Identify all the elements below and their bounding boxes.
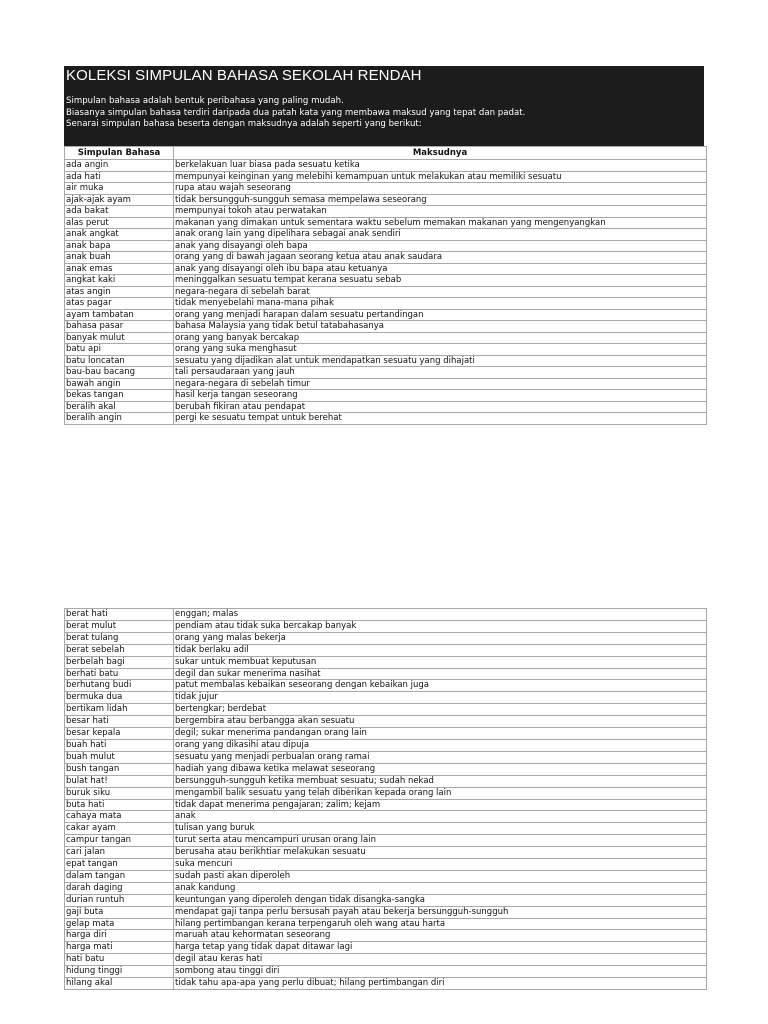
meaning-cell: patut membalas kebaikan seseorang dengan kebaikan juga	[174, 680, 707, 692]
table-row	[65, 739, 707, 751]
table-row	[65, 309, 707, 321]
table-row	[65, 954, 707, 966]
idiom-cell: bulat hat!	[65, 775, 174, 787]
intro-line: Senarai simpulan bahasa beserta dengan maksudnya adalah seperti yang berikut:	[66, 119, 422, 129]
idiom-cell: harga diri	[65, 930, 174, 942]
meaning-cell: tidak dapat menerima pengajaran; zalim; kejam	[174, 799, 707, 811]
meaning-cell: sesuatu yang dijadikan alat untuk mendapatkan sesuatu yang dihajati	[174, 355, 707, 367]
idiom-cell: ajak-ajak ayam	[65, 194, 174, 206]
meaning-cell: anak yang disayangi oleh ibu bapa atau ketuanya	[174, 263, 707, 275]
table-row	[65, 632, 707, 644]
idiom-cell: ada bakat	[65, 206, 174, 218]
table-row	[65, 835, 707, 847]
meaning-cell: orang yang malas bekerja	[174, 632, 707, 644]
table-row	[65, 609, 707, 621]
meaning-cell: mempunyai tokoh atau perwatakan	[174, 206, 707, 218]
meaning-cell: enggan; malas	[174, 609, 707, 621]
meaning-cell: makanan yang dimakan untuk sementara waktu sebelum memakan makanan yang mengenyangkan	[174, 217, 707, 229]
table-row	[65, 160, 707, 172]
idiom-cell: atas pagar	[65, 298, 174, 310]
meaning-cell: tidak bersungguh-sungguh semasa mempelawa seseorang	[174, 194, 707, 206]
idiom-cell: berhutang budi	[65, 680, 174, 692]
table-row	[65, 390, 707, 402]
table-row	[65, 656, 707, 668]
intro-line: Biasanya simpulan bahasa terdiri daripada dua patah kata yang membawa maksud yang tepat dan padat.	[66, 107, 526, 118]
meaning-cell: tali persaudaraan yang jauh	[174, 367, 707, 379]
meaning-cell: turut serta atau mencampuri urusan orang lain	[174, 835, 707, 847]
meaning-cell: degil atau keras hati	[174, 954, 707, 966]
idiom-cell: bahasa pasar	[65, 321, 174, 333]
table-row	[65, 355, 707, 367]
table-row	[65, 332, 707, 344]
table-row	[65, 918, 707, 930]
idiom-cell: cahaya mata	[65, 811, 174, 823]
idiom-cell: gaji buta	[65, 906, 174, 918]
idiom-cell: cakar ayam	[65, 823, 174, 835]
idiom-cell: ayam tambatan	[65, 309, 174, 321]
table-row	[65, 229, 707, 241]
table-row	[65, 966, 707, 978]
meaning-cell: negara-negara di sebelah timur	[174, 378, 707, 390]
table-row	[65, 183, 707, 195]
table-row	[65, 751, 707, 763]
table-row	[65, 367, 707, 379]
idiom-cell: beralih angin	[65, 413, 174, 425]
table-row	[65, 692, 707, 704]
meaning-cell: hilang pertimbangan kerana terpengaruh oleh wang atau harta	[174, 918, 707, 930]
idiom-cell: berbelah bagi	[65, 656, 174, 668]
table-row	[65, 378, 707, 390]
meaning-cell: harga tetap yang tidak dapat ditawar lagi	[174, 942, 707, 954]
meaning-cell: sombong atau tinggi diri	[174, 966, 707, 978]
table-row	[65, 298, 707, 310]
table-row	[65, 728, 707, 740]
meaning-cell: bersungguh-sungguh ketika membuat sesuatu; sudah nekad	[174, 775, 707, 787]
meaning-cell: mendapat gaji tanpa perlu bersusah payah atau bekerja bersungguh-sungguh	[174, 906, 707, 918]
idiom-cell: anak buah	[65, 252, 174, 264]
table-row	[65, 823, 707, 835]
idiom-cell: buta hati	[65, 799, 174, 811]
table-row	[65, 763, 707, 775]
meaning-cell: sukar untuk membuat keputusan	[174, 656, 707, 668]
idiom-cell: air muka	[65, 183, 174, 195]
idiom-cell: beralih akal	[65, 401, 174, 413]
idiom-cell: bertikam lidah	[65, 704, 174, 716]
table-row	[65, 644, 707, 656]
idiom-cell: angkat kaki	[65, 275, 174, 287]
idiom-cell: bekas tangan	[65, 390, 174, 402]
column-header-idiom: Simpulan Bahasa	[65, 147, 174, 160]
meaning-cell: berkelakuan luar biasa pada sesuatu ketika	[174, 160, 707, 172]
table-row	[65, 344, 707, 356]
intro-line: Simpulan bahasa adalah bentuk peribahasa yang paling mudah.	[66, 96, 344, 106]
table-row	[65, 321, 707, 333]
idiom-cell: berhati batu	[65, 668, 174, 680]
table-row	[65, 620, 707, 632]
meaning-cell: anak yang disayangi oleh bapa	[174, 240, 707, 252]
idiom-cell: banyak mulut	[65, 332, 174, 344]
meaning-cell: orang yang menjadi harapan dalam sesuatu pertandingan	[174, 309, 707, 321]
idiom-cell: hati batu	[65, 954, 174, 966]
meaning-cell: rupa atau wajah seseorang	[174, 183, 707, 195]
idiom-cell: anak bapa	[65, 240, 174, 252]
idiom-cell: bermuka dua	[65, 692, 174, 704]
meaning-cell: hasil kerja tangan seseorang	[174, 390, 707, 402]
meaning-cell: anak	[174, 811, 707, 823]
idiom-cell: campur tangan	[65, 835, 174, 847]
idiom-table-part-1	[64, 146, 707, 425]
table-row	[65, 799, 707, 811]
meaning-cell: hadiah yang dibawa ketika melawat seseorang	[174, 763, 707, 775]
idiom-cell: bawah angin	[65, 378, 174, 390]
meaning-cell: suka mencuri	[174, 859, 707, 871]
table-row	[65, 870, 707, 882]
idiom-cell: bush tangan	[65, 763, 174, 775]
idiom-cell: besar kepala	[65, 728, 174, 740]
table-row	[65, 906, 707, 918]
table-row	[65, 286, 707, 298]
meaning-cell: tidak jujur	[174, 692, 707, 704]
meaning-cell: degil dan sukar menerima nasihat	[174, 668, 707, 680]
table-row	[65, 942, 707, 954]
idiom-cell: durian runtuh	[65, 894, 174, 906]
idiom-cell: batu loncatan	[65, 355, 174, 367]
idiom-table-part-2	[64, 608, 707, 990]
meaning-cell: bergembira atau berbangga akan sesuatu	[174, 716, 707, 728]
table-row	[65, 811, 707, 823]
idiom-cell: atas angin	[65, 286, 174, 298]
table-row	[65, 171, 707, 183]
table-row	[65, 217, 707, 229]
meaning-cell: tidak berlaku adil	[174, 644, 707, 656]
idiom-cell: berat sebelah	[65, 644, 174, 656]
idiom-cell: cari jalan	[65, 847, 174, 859]
table-row	[65, 859, 707, 871]
table-row	[65, 194, 707, 206]
table-row	[65, 206, 707, 218]
meaning-cell: tidak menyebelahi mana-mana pihak	[174, 298, 707, 310]
document-title: KOLEKSI SIMPULAN BAHASA SEKOLAH RENDAH	[66, 67, 422, 84]
column-header-meaning: Maksudnya	[174, 147, 707, 160]
meaning-cell: negara-negara di sebelah barat	[174, 286, 707, 298]
idiom-cell: hidung tinggi	[65, 966, 174, 978]
idiom-cell: ada angin	[65, 160, 174, 172]
meaning-cell: anak kandung	[174, 882, 707, 894]
idiom-cell: batu api	[65, 344, 174, 356]
idiom-cell: dalam tangan	[65, 870, 174, 882]
table-row	[65, 847, 707, 859]
document-header	[64, 66, 704, 146]
idiom-cell: berat hati	[65, 609, 174, 621]
idiom-cell: darah daging	[65, 882, 174, 894]
meaning-cell: pergi ke sesuatu tempat untuk berehat	[174, 413, 707, 425]
meaning-cell: mempunyai keinginan yang melebihi kemampuan untuk melakukan atau memiliki sesuatu	[174, 171, 707, 183]
meaning-cell: anak orang lain yang dipelihara sebagai anak sendiri	[174, 229, 707, 241]
table-row	[65, 240, 707, 252]
table-row	[65, 704, 707, 716]
table-row	[65, 882, 707, 894]
meaning-cell: degil; sukar menerima pandangan orang lain	[174, 728, 707, 740]
table-row	[65, 894, 707, 906]
table-row	[65, 775, 707, 787]
idiom-cell: bau-bau bacang	[65, 367, 174, 379]
meaning-cell: keuntungan yang diperoleh dengan tidak disangka-sangka	[174, 894, 707, 906]
meaning-cell: meninggalkan sesuatu tempat kerana sesuatu sebab	[174, 275, 707, 287]
table-row	[65, 413, 707, 425]
meaning-cell: berusaha atau berikhtiar melakukan sesuatu	[174, 847, 707, 859]
idiom-cell: harga mati	[65, 942, 174, 954]
idiom-cell: buah hati	[65, 739, 174, 751]
idiom-cell: gelap mata	[65, 918, 174, 930]
meaning-cell: pendiam atau tidak suka bercakap banyak	[174, 620, 707, 632]
idiom-cell: besar hati	[65, 716, 174, 728]
table-row	[65, 252, 707, 264]
meaning-cell: bertengkar; berdebat	[174, 704, 707, 716]
meaning-cell: tulisan yang buruk	[174, 823, 707, 835]
idiom-cell: berat mulut	[65, 620, 174, 632]
table-row	[65, 401, 707, 413]
table-row	[65, 978, 707, 990]
idiom-cell: buah mulut	[65, 751, 174, 763]
table-row	[65, 930, 707, 942]
meaning-cell: orang yang banyak bercakap	[174, 332, 707, 344]
meaning-cell: bahasa Malaysia yang tidak betul tatabahasanya	[174, 321, 707, 333]
table-row	[65, 716, 707, 728]
meaning-cell: orang yang suka menghasut	[174, 344, 707, 356]
idiom-cell: hilang akal	[65, 978, 174, 990]
idiom-cell: anak angkat	[65, 229, 174, 241]
meaning-cell: tidak tahu apa-apa yang perlu dibuat; hilang pertimbangan diri	[174, 978, 707, 990]
idiom-cell: epat tangan	[65, 859, 174, 871]
meaning-cell: sesuatu yang menjadi perbualan orang ramai	[174, 751, 707, 763]
table-row	[65, 787, 707, 799]
table-header-row	[65, 147, 707, 160]
meaning-cell: orang yang di bawah jagaan seorang ketua atau anak saudara	[174, 252, 707, 264]
idiom-cell: ada hati	[65, 171, 174, 183]
idiom-cell: anak emas	[65, 263, 174, 275]
idiom-cell: berat tulang	[65, 632, 174, 644]
table-row	[65, 275, 707, 287]
meaning-cell: orang yang dikasihi atau dipuja	[174, 739, 707, 751]
table-row	[65, 263, 707, 275]
idiom-cell: buruk siku	[65, 787, 174, 799]
table-row	[65, 680, 707, 692]
meaning-cell: berubah fikiran atau pendapat	[174, 401, 707, 413]
meaning-cell: sudah pasti akan diperoleh	[174, 870, 707, 882]
intro-text	[66, 96, 702, 131]
table-row	[65, 668, 707, 680]
meaning-cell: mengambil balik sesuatu yang telah diberikan kepada orang lain	[174, 787, 707, 799]
meaning-cell: maruah atau kehormatan seseorang	[174, 930, 707, 942]
idiom-cell: alas perut	[65, 217, 174, 229]
